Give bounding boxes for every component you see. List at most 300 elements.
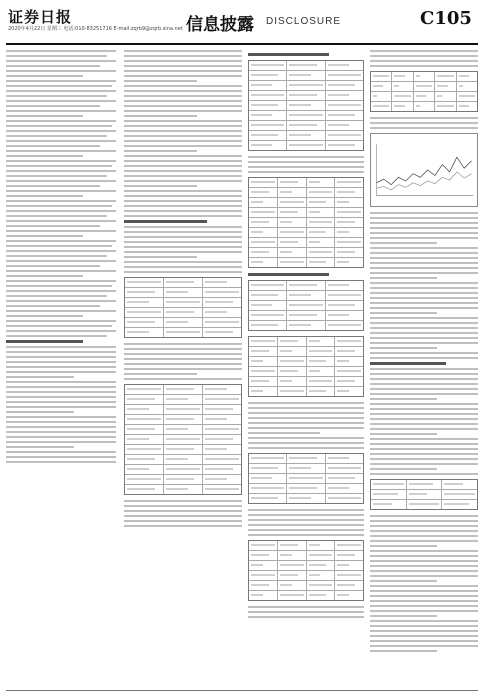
text-line	[370, 570, 478, 572]
data-table	[370, 479, 478, 510]
text-line	[6, 320, 116, 322]
table-cell	[407, 500, 443, 509]
table-cell	[125, 298, 164, 307]
text-line	[124, 65, 242, 67]
table-row	[249, 131, 363, 141]
text-line	[6, 270, 116, 272]
text-line	[6, 431, 116, 433]
text-line	[124, 251, 242, 253]
table-cell	[326, 464, 363, 473]
table-cell	[326, 91, 363, 100]
text-line	[370, 317, 478, 319]
table-cell	[164, 308, 203, 317]
text-line	[370, 418, 478, 420]
table-cell	[414, 82, 435, 91]
table-row	[125, 298, 241, 308]
table-cell	[249, 494, 287, 503]
table-row	[371, 500, 477, 509]
table-cell	[435, 92, 456, 101]
table-cell	[371, 500, 407, 509]
text-line	[6, 456, 116, 458]
table-row	[249, 337, 363, 347]
text-line	[6, 65, 100, 67]
text-line	[6, 140, 116, 142]
text-line	[6, 85, 112, 87]
table-cell	[307, 367, 336, 376]
table-row	[249, 111, 363, 121]
text-line	[370, 545, 437, 547]
text-line	[124, 256, 197, 258]
text-line	[370, 590, 478, 592]
text-line	[6, 285, 112, 287]
data-table	[124, 384, 242, 495]
text-line	[124, 241, 242, 243]
table-row	[371, 490, 477, 500]
text-line	[370, 257, 478, 259]
text-line	[6, 215, 107, 217]
table-cell	[307, 591, 336, 600]
table-row	[249, 101, 363, 111]
table-cell	[203, 308, 241, 317]
text-line	[370, 302, 478, 304]
text-line	[6, 180, 116, 182]
text-line	[124, 500, 242, 502]
text-line	[370, 393, 478, 395]
text-line	[370, 403, 478, 405]
text-line	[370, 575, 478, 577]
column-3	[248, 50, 364, 621]
table-cell	[125, 455, 164, 464]
table-cell	[164, 385, 203, 394]
table-cell	[249, 258, 278, 267]
text-line	[248, 529, 364, 531]
column-2	[124, 50, 242, 530]
chart-axes	[376, 144, 473, 195]
text-line	[6, 401, 116, 403]
table-row	[249, 561, 363, 571]
table-cell	[307, 357, 336, 366]
data-table	[248, 280, 364, 331]
text-line	[6, 376, 74, 378]
table-cell	[203, 318, 241, 327]
text-line	[248, 171, 364, 173]
text-line	[6, 115, 83, 117]
table-cell	[249, 464, 287, 473]
table-cell	[392, 82, 413, 91]
text-line	[370, 625, 478, 627]
text-line	[248, 417, 364, 419]
text-line	[370, 520, 478, 522]
text-line	[6, 80, 116, 82]
section-heading	[124, 220, 207, 223]
table-cell	[125, 395, 164, 404]
text-line	[370, 242, 437, 244]
table-cell	[249, 188, 278, 197]
text-line	[124, 378, 242, 380]
table-row	[249, 291, 363, 301]
text-line	[124, 368, 242, 370]
table-cell	[371, 82, 392, 91]
issue-meta: 2020年4月22日 星期三 电话:010-83251716 E-mail:zqrb9@zqrb.sina.net	[8, 26, 183, 32]
text-line	[248, 616, 364, 618]
table-cell	[249, 571, 278, 580]
table-cell	[203, 455, 241, 464]
table-cell	[249, 581, 278, 590]
text-line	[370, 342, 478, 344]
text-line	[124, 353, 242, 355]
table-cell	[203, 435, 241, 444]
text-line	[6, 105, 100, 107]
text-line	[6, 381, 116, 383]
table-cell	[414, 92, 435, 101]
text-line	[124, 100, 242, 102]
table-cell	[125, 405, 164, 414]
text-line	[124, 90, 242, 92]
table-row	[125, 318, 241, 328]
text-line	[124, 236, 242, 238]
table-cell	[249, 218, 278, 227]
table-cell	[278, 258, 307, 267]
table-cell	[164, 425, 203, 434]
text-line	[6, 60, 116, 62]
table-cell	[392, 92, 413, 101]
table-row	[125, 475, 241, 485]
table-cell	[307, 188, 336, 197]
table-row	[249, 71, 363, 81]
text-line	[248, 611, 364, 613]
text-line	[6, 70, 116, 72]
table-cell	[203, 415, 241, 424]
text-line	[370, 605, 478, 607]
table-row	[249, 571, 363, 581]
text-line	[6, 346, 116, 348]
table-cell	[203, 445, 241, 454]
table-cell	[278, 591, 307, 600]
text-line	[370, 620, 478, 622]
table-cell	[203, 405, 241, 414]
table-cell	[307, 377, 336, 386]
text-line	[124, 160, 242, 162]
table-cell	[307, 551, 336, 560]
text-line	[370, 610, 478, 612]
text-line	[248, 447, 364, 449]
text-line	[370, 645, 478, 647]
table-cell	[249, 71, 287, 80]
table-cell	[287, 111, 325, 120]
table-row	[249, 464, 363, 474]
table-cell	[125, 425, 164, 434]
table-row	[125, 465, 241, 475]
table-cell	[278, 188, 307, 197]
text-line	[248, 427, 364, 429]
table-row	[249, 474, 363, 484]
text-line	[370, 237, 478, 239]
text-line	[370, 65, 478, 67]
table-cell	[335, 208, 363, 217]
table-cell	[125, 318, 164, 327]
chart-svg	[371, 134, 477, 206]
table-row	[249, 367, 363, 377]
table-cell	[164, 485, 203, 494]
text-line	[6, 50, 116, 52]
table-cell	[335, 188, 363, 197]
table-row	[125, 425, 241, 435]
text-line	[370, 262, 478, 264]
text-line	[6, 95, 107, 97]
table-cell	[326, 301, 363, 310]
table-row	[249, 121, 363, 131]
table-cell	[249, 291, 287, 300]
text-line	[370, 117, 478, 119]
text-line	[370, 525, 478, 527]
table-cell	[307, 581, 336, 590]
text-line	[6, 361, 116, 363]
table-cell	[307, 178, 336, 187]
table-row	[249, 198, 363, 208]
text-line	[6, 120, 116, 122]
text-line	[370, 247, 478, 249]
text-line	[370, 463, 478, 465]
text-line	[6, 220, 116, 222]
table-cell	[326, 111, 363, 120]
newspaper-logo: 证券日报	[8, 8, 73, 26]
column-4	[370, 50, 478, 655]
text-line	[370, 60, 478, 62]
text-line	[370, 55, 478, 57]
table-cell	[164, 318, 203, 327]
text-line	[370, 327, 478, 329]
table-cell	[307, 258, 336, 267]
text-line	[370, 252, 478, 254]
table-cell	[164, 278, 203, 287]
text-line	[124, 85, 242, 87]
table-cell	[249, 454, 287, 463]
table-cell	[335, 347, 363, 356]
text-line	[124, 348, 242, 350]
table-cell	[442, 500, 477, 509]
table-cell	[414, 102, 435, 111]
text-line	[124, 75, 242, 77]
text-line	[248, 432, 320, 434]
text-line	[6, 406, 116, 408]
text-line	[370, 428, 478, 430]
table-cell	[278, 218, 307, 227]
table-cell	[278, 347, 307, 356]
table-cell	[278, 178, 307, 187]
table-row	[249, 581, 363, 591]
table-cell	[249, 321, 287, 330]
table-cell	[307, 347, 336, 356]
text-line	[6, 330, 116, 332]
text-line	[124, 515, 242, 517]
text-line	[124, 115, 197, 117]
table-cell	[249, 357, 278, 366]
text-line	[124, 525, 242, 527]
text-line	[124, 195, 242, 197]
table-cell	[335, 367, 363, 376]
text-line	[370, 438, 478, 440]
table-cell	[287, 494, 325, 503]
text-line	[124, 190, 242, 192]
text-line	[248, 509, 364, 511]
table-row	[125, 435, 241, 445]
table-cell	[435, 102, 456, 111]
text-line	[6, 55, 107, 57]
table-cell	[125, 278, 164, 287]
table-cell	[326, 484, 363, 493]
text-line	[370, 398, 437, 400]
text-line	[6, 371, 116, 373]
table-cell	[203, 288, 241, 297]
table-cell	[307, 337, 336, 346]
table-cell	[326, 474, 363, 483]
text-line	[370, 473, 478, 475]
table-cell	[249, 347, 278, 356]
text-line	[6, 461, 116, 463]
table-row	[125, 485, 241, 494]
table-row	[249, 311, 363, 321]
text-line	[370, 468, 437, 470]
text-line	[370, 550, 478, 552]
table-cell	[326, 101, 363, 110]
table-cell	[371, 92, 392, 101]
text-line	[370, 555, 478, 557]
table-cell	[287, 454, 325, 463]
text-line	[6, 135, 107, 137]
table-row	[249, 541, 363, 551]
table-cell	[326, 61, 363, 70]
text-line	[124, 505, 242, 507]
text-line	[248, 606, 364, 608]
table-cell	[371, 490, 407, 499]
table-cell	[307, 571, 336, 580]
table-cell	[335, 581, 363, 590]
table-cell	[164, 455, 203, 464]
text-line	[6, 100, 116, 102]
text-line	[6, 195, 83, 197]
table-cell	[125, 328, 164, 337]
table-cell	[335, 591, 363, 600]
section-heading	[248, 53, 329, 56]
table-cell	[278, 551, 307, 560]
page-number: C105	[420, 8, 472, 29]
text-line	[6, 416, 116, 418]
masthead-rule	[6, 43, 478, 45]
text-line	[124, 215, 242, 217]
table-cell	[287, 484, 325, 493]
table-cell	[164, 288, 203, 297]
text-line	[6, 175, 107, 177]
table-cell	[278, 561, 307, 570]
table-cell	[307, 198, 336, 207]
table-cell	[249, 301, 287, 310]
table-row	[125, 328, 241, 337]
masthead	[0, 0, 484, 46]
text-line	[6, 335, 107, 337]
text-line	[248, 412, 364, 414]
table-row	[249, 591, 363, 600]
table-cell	[249, 208, 278, 217]
text-line	[124, 145, 242, 147]
section-heading	[6, 340, 83, 343]
section-heading	[248, 273, 329, 276]
data-table	[248, 177, 364, 268]
table-cell	[164, 405, 203, 414]
table-cell	[307, 561, 336, 570]
table-cell	[287, 101, 325, 110]
text-line	[370, 585, 478, 587]
table-cell	[278, 581, 307, 590]
table-cell	[287, 61, 325, 70]
table-cell	[435, 82, 456, 91]
table-cell	[278, 248, 307, 257]
text-line	[6, 255, 107, 257]
table-cell	[326, 311, 363, 320]
text-line	[248, 422, 364, 424]
table-cell	[249, 484, 287, 493]
text-line	[248, 161, 364, 163]
text-line	[248, 524, 364, 526]
table-cell	[307, 228, 336, 237]
table-cell	[326, 291, 363, 300]
table-cell	[278, 541, 307, 550]
table-cell	[278, 198, 307, 207]
text-line	[124, 70, 242, 72]
data-table	[248, 540, 364, 601]
table-row	[249, 218, 363, 228]
table-row	[371, 72, 477, 82]
table-row	[249, 238, 363, 248]
section-heading	[370, 362, 446, 365]
text-line	[370, 368, 478, 370]
table-cell	[371, 102, 392, 111]
text-line	[124, 271, 242, 273]
text-line	[124, 266, 242, 268]
table-cell	[392, 72, 413, 81]
text-line	[370, 337, 478, 339]
text-line	[124, 135, 242, 137]
text-line	[6, 280, 116, 282]
table-row	[371, 102, 477, 111]
table-row	[249, 141, 363, 150]
text-line	[6, 441, 116, 443]
table-cell	[287, 321, 325, 330]
table-cell	[125, 475, 164, 484]
text-line	[6, 451, 116, 453]
table-cell	[203, 475, 241, 484]
table-cell	[278, 387, 307, 396]
text-line	[6, 125, 112, 127]
table-cell	[125, 308, 164, 317]
table-cell	[457, 72, 477, 81]
table-cell	[307, 208, 336, 217]
table-cell	[164, 465, 203, 474]
table-cell	[278, 571, 307, 580]
text-line	[370, 347, 437, 349]
text-line	[6, 210, 116, 212]
text-line	[370, 322, 478, 324]
table-cell	[442, 480, 477, 489]
table-cell	[203, 395, 241, 404]
text-line	[248, 166, 364, 168]
table-cell	[278, 238, 307, 247]
table-cell	[164, 298, 203, 307]
text-line	[124, 363, 242, 365]
table-row	[249, 228, 363, 238]
table-row	[125, 385, 241, 395]
text-line	[6, 160, 116, 162]
table-cell	[307, 238, 336, 247]
